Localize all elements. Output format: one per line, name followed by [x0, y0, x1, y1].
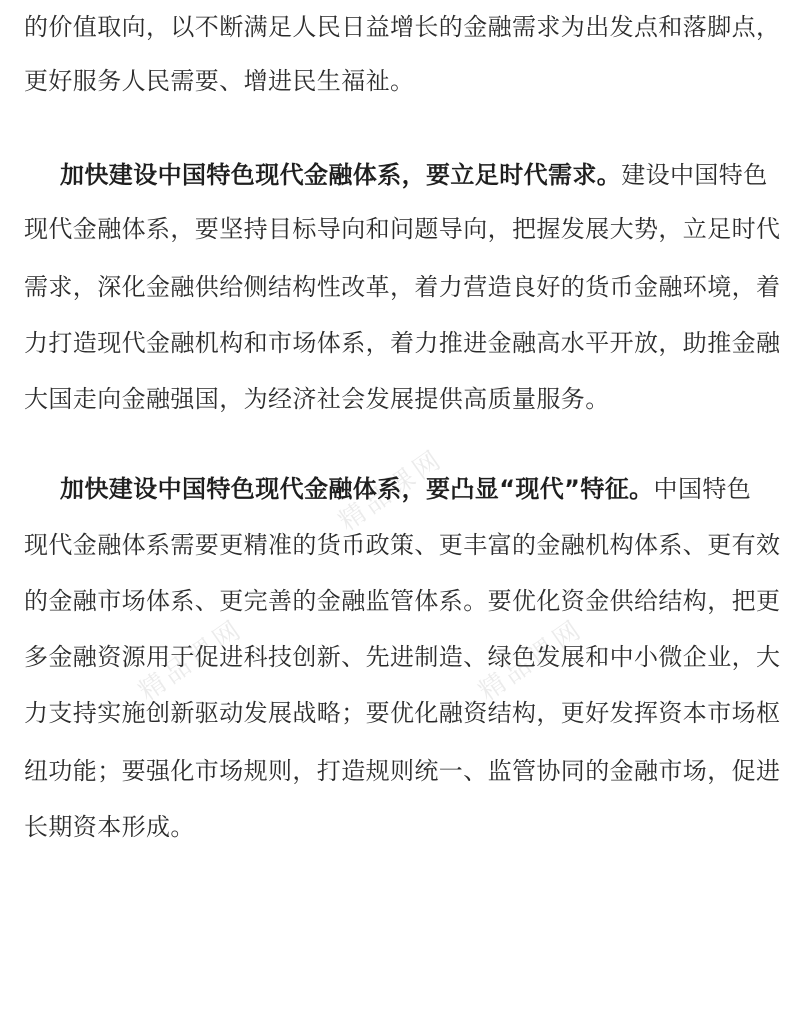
paragraph-3-line-7: 长期资本形成。	[24, 813, 195, 841]
paragraph-3-line-1-text: 中国特色	[653, 475, 752, 503]
paragraph-2-line-2: 现代金融体系，要坚持目标导向和问题导向，把握发展大势，立足时代	[24, 215, 781, 243]
paragraph-1-line-2: 更好服务人民需要、增进民生福祉。	[24, 67, 415, 95]
paragraph-1-line-1: 的价值取向，以不断满足人民日益增长的金融需求为出发点和落脚点，	[24, 13, 781, 41]
paragraph-2-line-1	[60, 160, 784, 190]
paragraph-3-line-5: 力支持实施创新驱动发展战略；要优化融资结构，更好发挥资本市场枢	[24, 699, 781, 727]
paragraph-3-line-1	[60, 474, 784, 504]
paragraph-2-heading: 加快建设中国特色现代金融体系，要立足时代需求。	[60, 161, 622, 189]
paragraph-3-line-4: 多金融资源用于促进科技创新、先进制造、绿色发展和中小微企业，大	[24, 643, 781, 671]
watermark: 精品课网	[333, 443, 450, 538]
paragraph-2-line-4: 力打造现代金融机构和市场体系，着力推进金融高水平开放，助推金融	[24, 329, 781, 357]
paragraph-2-line-3: 需求，深化金融供给侧结构性改革，着力营造良好的货币金融环境，着	[24, 273, 781, 301]
paragraph-2-line-1-text: 建设中国特色	[621, 161, 768, 189]
paragraph-3-line-3: 的金融市场体系、更完善的金融监管体系。要优化资金供给结构，把更	[24, 587, 781, 615]
paragraph-3-line-6: 纽功能；要强化市场规则，打造规则统一、监管协同的金融市场，促进	[24, 757, 781, 785]
watermark: 精品课网	[133, 613, 250, 708]
paragraph-2-line-5: 大国走向金融强国，为经济社会发展提供高质量服务。	[24, 385, 610, 413]
paragraph-3-line-2: 现代金融体系需要更精准的货币政策、更丰富的金融机构体系、更有效	[24, 531, 781, 559]
paragraph-3-heading: 加快建设中国特色现代金融体系，要凸显“现代”特征。	[60, 475, 654, 503]
watermark: 精品课网	[473, 613, 590, 708]
